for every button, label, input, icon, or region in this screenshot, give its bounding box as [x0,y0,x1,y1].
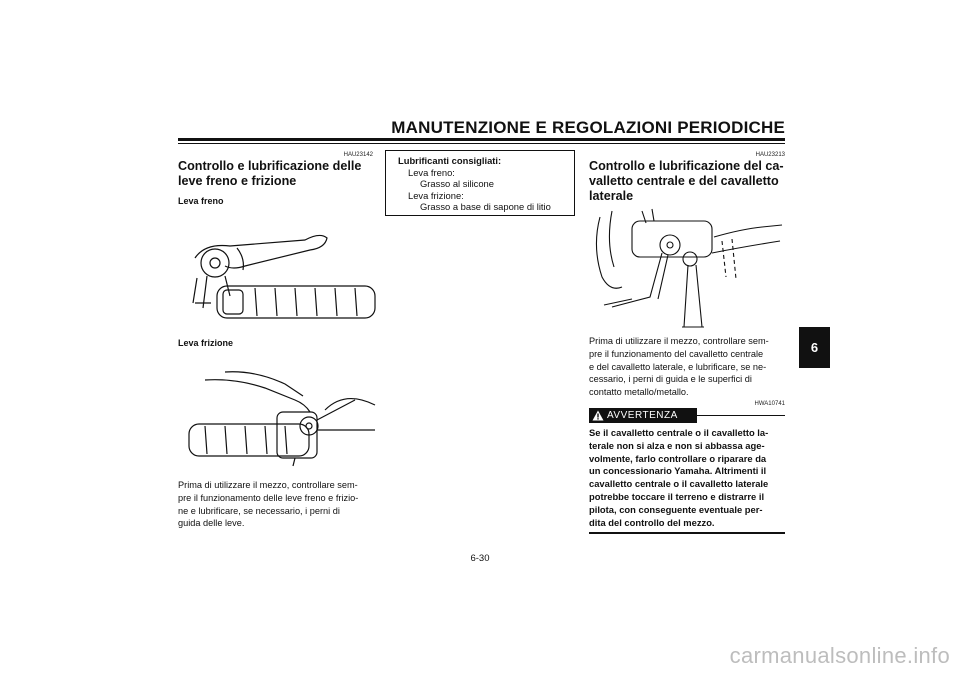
warning-code: HWA10741 [754,401,785,407]
warning-triangle-icon [589,408,607,423]
recommended-lubricants-box [385,150,575,216]
brake-lubricant-label: Leva freno: [408,166,455,178]
section-heading-left-1: Controllo e lubrificazione delle [178,159,362,173]
warning-line: pilota, con conseguente eventuale per- [589,503,763,515]
warning-text [589,427,785,529]
left-body-line: pre il funzionamento delle leve freno e frizio- [178,492,359,503]
section-code-right: HAU23213 [755,152,785,158]
page-title: MANUTENZIONE E REGOLAZIONI PERIODICHE [391,118,785,137]
section-heading-right-1: Controllo e lubrificazione del ca- [589,159,784,173]
brake-lever-label: Leva freno [178,196,224,206]
section-heading-right-2: valletto centrale e del cavalletto [589,174,779,188]
right-body-paragraph [589,335,785,399]
lubricants-title: Lubrificanti consigliati: [398,155,502,166]
warning-line: potrebbe toccare il terreno e distrarre il [589,490,765,502]
warning-line: un concessionario Yamaha. Altrimenti il [589,465,767,477]
left-body-line: guida delle leve. [178,518,245,529]
warning-line: cavalletto centrale o il cavalletto laterale [589,478,769,490]
warning-end-rule [589,532,785,534]
center-and-side-stand-illustration [592,207,784,332]
clutch-lubricant-value: Grasso a base di sapone di litio [420,201,551,213]
watermark[interactable]: carmanualsonline.info [729,643,950,668]
clutch-lever-illustration [185,360,380,470]
right-body-line: pre il funzionamento del cavalletto centrale [589,348,764,359]
warning-line: terale non si alza e non si abbassa age- [589,439,765,451]
clutch-lubricant-label: Leva frizione: [408,189,464,201]
section-heading-left-2: leve freno e frizione [178,174,297,188]
warning-label: AVVERTENZA [607,410,678,421]
warning-line: volmente, farlo controllare o riparare da [589,452,767,464]
warning-line: dita del controllo del mezzo. [589,516,715,528]
brake-lubricant-value: Grasso al silicone [420,178,494,190]
chapter-tab[interactable]: 6 [799,327,830,368]
right-body-line: e del cavalletto laterale, e lubrificare, se ne- [589,361,767,372]
left-body-paragraph [178,479,374,530]
section-code-left: HAU23142 [343,152,373,158]
clutch-lever-label: Leva frizione [178,338,234,348]
header-rule-thick [178,138,785,141]
right-body-line: cessario, i perni di guida e le superfici di [589,374,752,385]
header-rule-thin [178,143,785,144]
right-body-line: contatto metallo/metallo. [589,387,689,398]
warning-rule [697,415,785,416]
left-body-line: ne e lubrificare, se necessario, i perni di [178,505,340,516]
warning-line: Se il cavalletto centrale o il cavalletto la- [589,427,769,438]
section-heading-right-3: laterale [589,189,634,203]
page-number: 6-30 [470,553,490,564]
left-body-line: Prima di utilizzare il mezzo, controllare sem- [178,480,358,490]
brake-lever-illustration [185,218,380,333]
warning-banner [589,408,697,423]
right-body-line: Prima di utilizzare il mezzo, controllare sem- [589,336,769,346]
